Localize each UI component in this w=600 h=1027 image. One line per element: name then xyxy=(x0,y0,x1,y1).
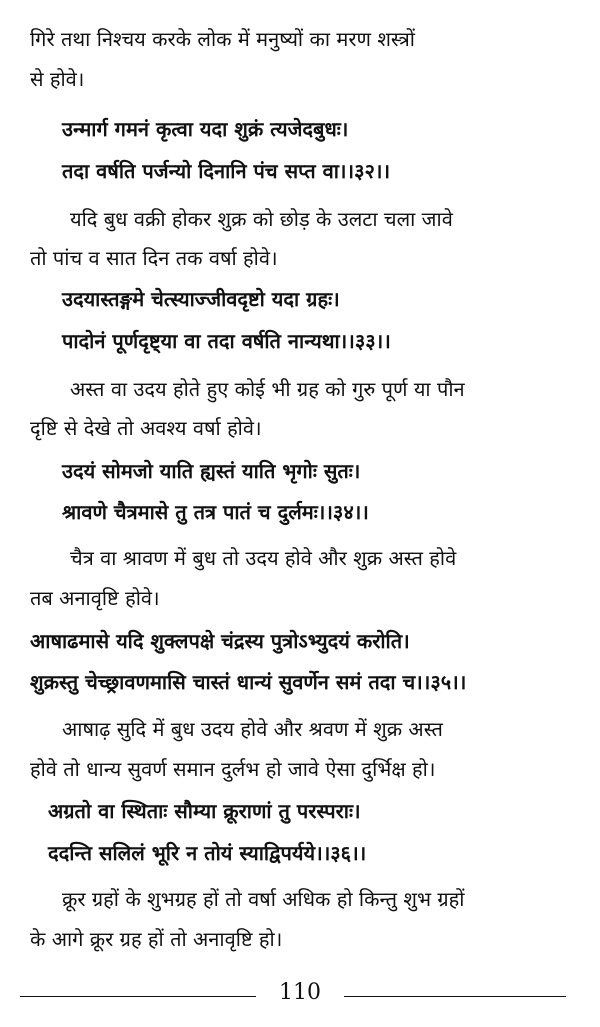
text-line-14: तब अनावृष्टि होवे। xyxy=(30,586,160,610)
verse-34-line-2: श्रावणे चैत्रमासे तु तत्र पातं च दुर्लमः।।३४।। xyxy=(62,500,369,524)
text-line-13: चैत्र वा श्रावण में बुध तो उदय होवे और शुक्र अस्त होवे xyxy=(70,546,457,570)
verse-33-line-1: उदयास्तङ्गमे चेत्स्याज्जीवदृष्टो यदा ग्रहः। xyxy=(62,287,340,311)
verse-36-line-2: ददन्ति सलिलं भूरि न तोयं स्याद्विपर्यये।।३६।। xyxy=(48,841,367,865)
text-line-1: गिरे तथा निश्चय करके लोक में मनुष्यों का मरण शस्त्रों xyxy=(30,27,415,51)
text-line-10: दृष्टि से देखे तो अवश्य वर्षा होवे। xyxy=(30,416,262,440)
verse-34-line-1: उदयं सोमजो याति ह्यस्तं याति भृगोः सुतः। xyxy=(62,459,361,483)
footer-rule-right xyxy=(344,996,566,997)
text-line-6: तो पांच व सात दिन तक वर्षा होवे। xyxy=(30,246,278,270)
verse-33-line-2: पादोनं पूर्णदृष्ट्या वा तदा वर्षति नान्यथा।।३३।। xyxy=(62,329,391,353)
page-number: 110 xyxy=(279,980,321,1005)
text-line-21: क्रूर ग्रहों के शुभग्रह हों तो वर्षा अधिक हो किन्तु शुभ ग्रहों xyxy=(62,887,465,911)
text-line-22: के आगे क्रूर ग्रह हों तो अनावृष्टि हो। xyxy=(30,927,283,951)
verse-36-line-1: अग्रतो वा स्थिताः सौम्या क्रूराणां तु परस्पराः। xyxy=(48,799,361,823)
text-line-2: से होवे। xyxy=(30,67,85,91)
text-line-5: यदि बुध वक्री होकर शुक्र को छोड़ के उलटा चला जावे xyxy=(70,207,453,231)
verse-32-line-2: तदा वर्षति पर्जन्यो दिनानि पंच सप्त वा।।३२।। xyxy=(62,159,391,183)
footer-rule-left xyxy=(20,996,256,997)
verse-35-line-1: आषाढमासे यदि शुक्लपक्षे चंद्रस्य पुत्रोऽभ्युदयं करोति। xyxy=(30,629,410,653)
verse-35-line-2: शुक्रस्तु चेच्छ्रावणमासि चास्तं धान्यं सुवर्णेन समं तदा च।।३५।। xyxy=(30,670,467,694)
verse-32-line-1: उन्मार्ग गमनं कृत्वा यदा शुक्रं त्यजेदबुधः। xyxy=(62,117,349,141)
text-line-17: आषाढ़ सुदि में बुध उदय होवे और श्रवण में शुक्र अस्त xyxy=(62,717,443,741)
text-line-9: अस्त वा उदय होते हुए कोई भी ग्रह को गुरु पूर्ण या पौन xyxy=(70,377,465,401)
text-line-18: होवे तो धान्य सुवर्ण समान दुर्लभ हो जावे ऐसा दुर्भिक्ष हो। xyxy=(30,757,436,781)
